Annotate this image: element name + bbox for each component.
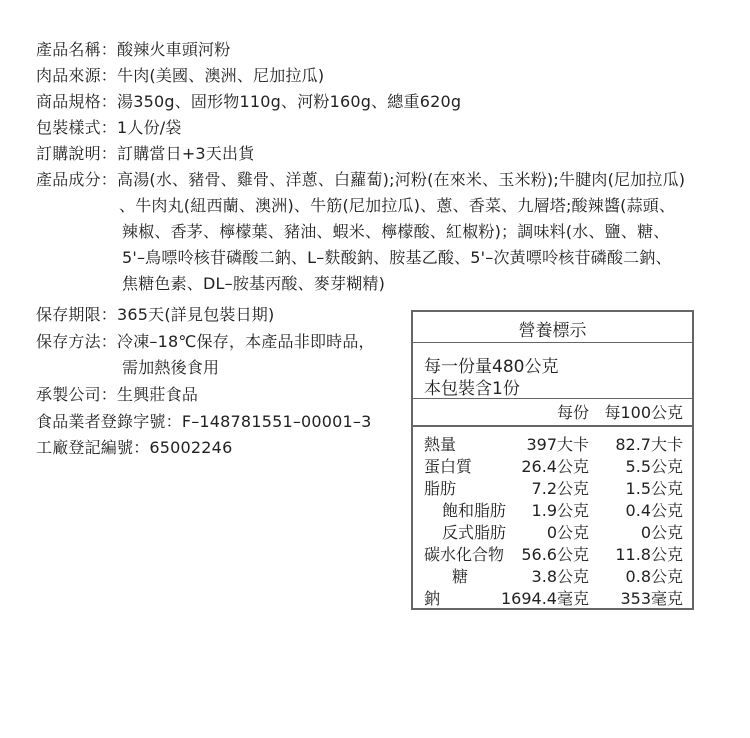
info-row-packaging <box>36 115 182 141</box>
info-label: 保存期限： <box>36 305 118 324</box>
nutrient-name: 熱量 <box>424 435 457 454</box>
info-value: 1人份/袋 <box>117 118 182 137</box>
nutrient-per-serving: 3.8公克 <box>531 567 589 586</box>
info-value: 湯350g、固形物110g、河粉160g、總重620g <box>117 92 462 111</box>
info-value: 訂購當日+3天出貨 <box>117 144 255 163</box>
nutrition-title: 營養標示 <box>518 321 587 341</box>
nutrient-per-100g: 0.4公克 <box>625 501 683 520</box>
nutrient-per-100g: 11.8公克 <box>615 545 683 564</box>
nutrient-per-serving: 7.2公克 <box>531 479 589 498</box>
info-value: 高湯(水、豬骨、雞骨、洋蔥、白蘿蔔);河粉(在來米、玉米粉);牛腱肉(尼加拉瓜) <box>117 170 686 189</box>
info-row-ingredients <box>36 167 685 193</box>
nutrient-row-carbohydrate <box>413 542 692 564</box>
info-label: 肉品來源： <box>36 66 118 85</box>
nutrient-name: 反式脂肪 <box>442 523 507 542</box>
ingredients-line-2: 、牛肉丸(紐西蘭、澳洲)、牛筋(尼加拉瓜)、蔥、香菜、九層塔;酸辣醬(蒜頭、 <box>119 196 676 215</box>
info-value: 牛肉(美國、澳洲、尼加拉瓜) <box>117 66 325 85</box>
nutrient-per-serving: 26.4公克 <box>521 457 589 476</box>
nutrient-name: 鈉 <box>424 589 441 608</box>
info-row-storage <box>36 329 375 355</box>
nutrient-row-trans-fat <box>413 520 692 542</box>
storage-line-2: 需加熱後食用 <box>122 358 220 377</box>
nutrient-row-fat <box>413 476 692 498</box>
info-label: 訂購說明： <box>36 144 118 163</box>
info-row-spec <box>36 89 461 115</box>
info-value: F–148781551–00001–3 <box>181 412 372 431</box>
nutrient-per-100g: 353毫克 <box>620 589 683 608</box>
nutrient-row-protein <box>413 454 692 476</box>
info-row-factory-number <box>36 435 232 461</box>
info-row-order-note <box>36 141 254 167</box>
info-value: 365天(詳見包裝日期) <box>117 305 275 324</box>
divider <box>413 398 692 399</box>
info-row-meat-source <box>36 63 324 89</box>
divider <box>413 425 692 427</box>
info-label: 食品業者登錄字號： <box>36 412 182 431</box>
nutrient-name: 糖 <box>452 567 469 586</box>
info-label: 產品成分： <box>36 170 118 189</box>
nutrient-row-calories <box>413 432 692 454</box>
nutrient-per-serving: 397大卡 <box>526 435 589 454</box>
info-row-manufacturer <box>36 382 198 408</box>
nutrient-per-100g: 5.5公克 <box>625 457 683 476</box>
info-row-product-name <box>36 37 230 63</box>
info-value: 冷凍–18℃保存，本產品非即時品， <box>117 332 375 351</box>
column-header-per-100g: 每100公克 <box>604 403 683 422</box>
ingredients-line-5: 焦糖色素、DL–胺基丙酸、麥芽糊精) <box>122 274 386 293</box>
info-value: 生興莊食品 <box>117 385 199 404</box>
info-row-shelf-life <box>36 302 274 328</box>
nutrient-row-saturated-fat <box>413 498 692 520</box>
divider <box>413 342 692 343</box>
nutrient-per-100g: 0.8公克 <box>625 567 683 586</box>
nutrient-per-100g: 1.5公克 <box>625 479 683 498</box>
nutrient-name: 脂肪 <box>424 479 457 498</box>
column-header-per-serving: 每份 <box>556 403 589 422</box>
info-label: 承製公司： <box>36 385 118 404</box>
nutrient-name: 碳水化合物 <box>424 545 505 564</box>
info-label: 保存方法： <box>36 332 118 351</box>
ingredients-line-3: 辣椒、香茅、檸檬葉、豬油、蝦米、檸檬酸、紅椒粉)；調味料(水、鹽、糖、 <box>122 222 670 241</box>
nutrient-per-serving: 1.9公克 <box>531 501 589 520</box>
nutrient-per-serving: 56.6公克 <box>521 545 589 564</box>
info-label: 產品名稱： <box>36 40 118 59</box>
nutrient-per-serving: 0公克 <box>546 523 589 542</box>
info-row-registration <box>36 409 372 435</box>
info-label: 商品規格： <box>36 92 118 111</box>
nutrient-name: 蛋白質 <box>424 457 473 476</box>
info-value: 酸辣火車頭河粉 <box>117 40 231 59</box>
nutrient-per-100g: 82.7大卡 <box>615 435 683 454</box>
serving-size: 每一份量480公克 <box>424 357 559 377</box>
nutrient-per-100g: 0公克 <box>640 523 683 542</box>
nutrition-facts-panel <box>411 310 694 610</box>
info-label: 包裝樣式： <box>36 118 118 137</box>
nutrient-name: 飽和脂肪 <box>442 501 507 520</box>
info-label: 工廠登記編號： <box>36 438 150 457</box>
info-value: 65002246 <box>149 438 233 457</box>
servings-per-package: 本包裝含1份 <box>424 379 520 399</box>
ingredients-line-4: 5'–鳥嘌呤核苷磷酸二鈉、L–麩酸鈉、胺基乙酸、5'–次黃嘌呤核苷磷酸二鈉、 <box>122 248 672 267</box>
nutrient-row-sugar <box>413 564 692 586</box>
nutrient-row-sodium <box>413 586 692 608</box>
nutrient-per-serving: 1694.4毫克 <box>501 589 589 608</box>
